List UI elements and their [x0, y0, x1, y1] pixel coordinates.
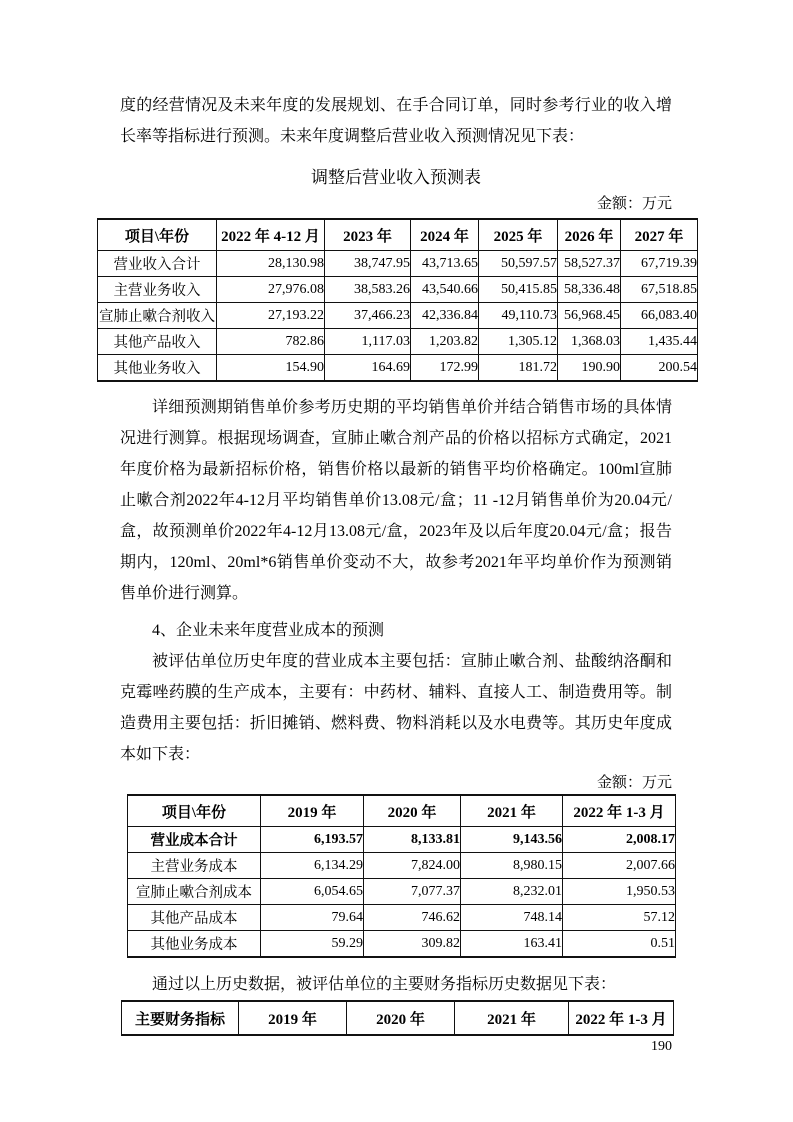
value-cell: 38,747.95 [325, 251, 411, 277]
value-cell: 8,232.01 [461, 879, 563, 905]
row-label-cell: 其他业务收入 [98, 355, 217, 382]
value-cell: 43,540.66 [411, 277, 479, 303]
header-cell: 2023 年 [325, 219, 411, 251]
table-row [128, 931, 676, 958]
table-row [98, 277, 698, 303]
value-cell: 1,368.03 [558, 329, 621, 355]
page-content [99, 90, 697, 1036]
row-label-cell: 其他产品收入 [98, 329, 217, 355]
value-cell: 1,117.03 [325, 329, 411, 355]
value-cell: 200.54 [621, 355, 698, 382]
header-cell: 2022 年 1-3 月 [569, 1001, 674, 1035]
value-cell: 746.62 [364, 905, 461, 931]
value-cell: 2,008.17 [563, 827, 676, 853]
value-cell: 1,305.12 [479, 329, 558, 355]
value-cell: 164.69 [325, 355, 411, 382]
header-cell: 2019 年 [261, 795, 364, 827]
value-cell: 42,336.84 [411, 303, 479, 329]
value-cell: 57.12 [563, 905, 676, 931]
value-cell: 56,968.45 [558, 303, 621, 329]
row-label-cell: 其他产品成本 [128, 905, 261, 931]
table-row [128, 853, 676, 879]
value-cell: 163.41 [461, 931, 563, 958]
value-cell: 154.90 [217, 355, 325, 382]
value-cell: 66,083.40 [621, 303, 698, 329]
table-row [128, 827, 676, 853]
row-label-cell: 主营业务成本 [128, 853, 261, 879]
value-cell: 79.64 [261, 905, 364, 931]
value-cell: 27,193.22 [217, 303, 325, 329]
value-cell: 0.51 [563, 931, 676, 958]
unit-label: 金额：万元 [596, 775, 672, 791]
header-cell: 2021 年 [461, 795, 563, 827]
value-cell: 172.99 [411, 355, 479, 382]
paragraph: 度的经营情况及未来年度的发展规划、在手合同订单，同时参考行业的收入增长率等指标进行预测。未来年度调整后营业收入预测情况见下表： [120, 97, 672, 145]
header-cell: 项目\年份 [98, 219, 217, 251]
header-cell: 2022 年 4-12 月 [217, 219, 325, 251]
value-cell: 309.82 [364, 931, 461, 958]
historical-cost-table [127, 794, 676, 958]
value-cell: 38,583.26 [325, 277, 411, 303]
value-cell: 7,824.00 [364, 853, 461, 879]
row-label-cell: 营业收入合计 [98, 251, 217, 277]
header-cell: 2025 年 [479, 219, 558, 251]
header-cell: 2019 年 [239, 1001, 347, 1035]
row-label-cell: 营业成本合计 [128, 827, 261, 853]
row-label-cell: 其他业务成本 [128, 931, 261, 958]
header-cell: 2021 年 [455, 1001, 569, 1035]
row-label-cell: 宣肺止嗽合剂成本 [128, 879, 261, 905]
value-cell: 58,527.37 [558, 251, 621, 277]
header-cell: 项目\年份 [128, 795, 261, 827]
table-header-row [98, 219, 698, 251]
table-row [128, 879, 676, 905]
value-cell: 59.29 [261, 931, 364, 958]
value-cell: 1,203.82 [411, 329, 479, 355]
table-row [98, 355, 698, 382]
row-label-cell: 主营业务收入 [98, 277, 217, 303]
value-cell: 181.72 [479, 355, 558, 382]
table-row [128, 905, 676, 931]
value-cell: 6,193.57 [261, 827, 364, 853]
value-cell: 7,077.37 [364, 879, 461, 905]
value-cell: 8,980.15 [461, 853, 563, 879]
table-header-row [122, 1001, 674, 1035]
value-cell: 27,976.08 [217, 277, 325, 303]
revenue-table-title: 调整后营业收入预测表 [311, 168, 481, 187]
row-label-cell: 宣肺止嗽合剂收入 [98, 303, 217, 329]
value-cell: 49,110.73 [479, 303, 558, 329]
header-cell: 2022 年 1-3 月 [563, 795, 676, 827]
value-cell: 782.86 [217, 329, 325, 355]
value-cell: 6,054.65 [261, 879, 364, 905]
header-cell: 2020 年 [347, 1001, 455, 1035]
value-cell: 1,950.53 [563, 879, 676, 905]
value-cell: 58,336.48 [558, 277, 621, 303]
paragraph: 被评估单位历史年度的营业成本主要包括：宣肺止嗽合剂、盐酸纳洛酮和克霉唑药膜的生产成本，主要有：中药材、辅料、直接人工、制造费用等。制造费用主要包括：折旧摊销、燃料费、物料消耗以及水电费等。其历史年度成本如下表： [120, 653, 672, 763]
value-cell: 8,133.81 [364, 827, 461, 853]
financial-indicator-table [121, 1000, 674, 1036]
value-cell: 190.90 [558, 355, 621, 382]
header-cell: 2027 年 [621, 219, 698, 251]
table-row [98, 303, 698, 329]
value-cell: 37,466.23 [325, 303, 411, 329]
header-cell: 主要财务指标 [122, 1001, 239, 1035]
value-cell: 43,713.65 [411, 251, 479, 277]
header-cell: 2026 年 [558, 219, 621, 251]
value-cell: 67,518.85 [621, 277, 698, 303]
unit-label: 金额：万元 [596, 196, 672, 212]
section-heading: 4、企业未来年度营业成本的预测 [152, 622, 385, 639]
header-cell: 2024 年 [411, 219, 479, 251]
value-cell: 1,435.44 [621, 329, 698, 355]
value-cell: 50,597.57 [479, 251, 558, 277]
value-cell: 67,719.39 [621, 251, 698, 277]
paragraph: 详细预测期销售单价参考历史期的平均销售单价并结合销售市场的具体情况进行测算。根据现场调查，宣肺止嗽合剂产品的价格以招标方式确定，2021年度价格为最新招标价格，销售价格以最新的销售平均价格确定。100ml宣肺止嗽合剂2022年4-12月平均销售单价13.08元/盒；11 -12月销售单价为20.04元/盒，故预测单价2022年4-12月13.08元/盒，2023年及以后年度20.04元/盒；报告期内，120ml、20ml*6销售单价变动不大，故参考2021年平均单价作为预测销售单价进行测算。 [120, 399, 672, 602]
table-row [98, 251, 698, 277]
table-row [98, 329, 698, 355]
value-cell: 748.14 [461, 905, 563, 931]
value-cell: 2,007.66 [563, 853, 676, 879]
table-header-row [128, 795, 676, 827]
header-cell: 2020 年 [364, 795, 461, 827]
revenue-forecast-table [97, 218, 698, 382]
paragraph: 通过以上历史数据，被评估单位的主要财务指标历史数据见下表： [152, 976, 617, 993]
value-cell: 9,143.56 [461, 827, 563, 853]
value-cell: 28,130.98 [217, 251, 325, 277]
page-number: 190 [651, 1039, 672, 1054]
value-cell: 6,134.29 [261, 853, 364, 879]
value-cell: 50,415.85 [479, 277, 558, 303]
